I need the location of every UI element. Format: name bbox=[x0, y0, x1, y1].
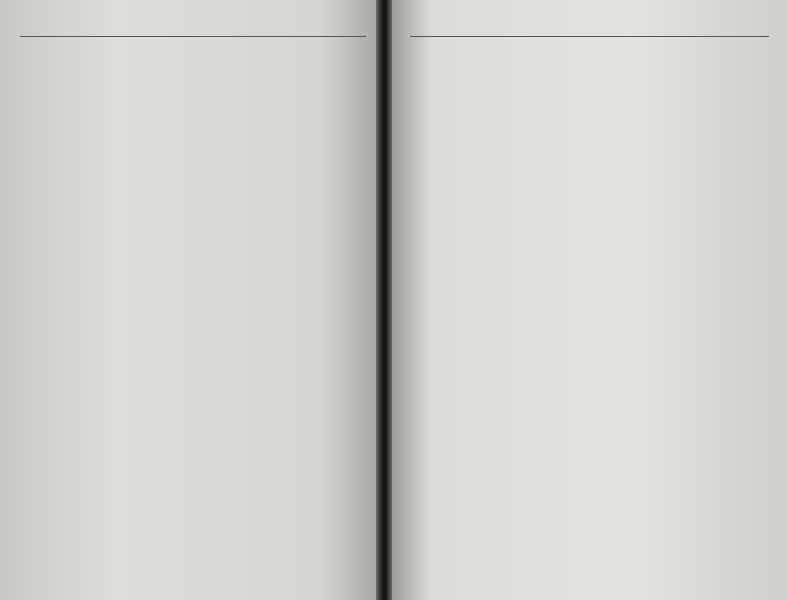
header-rule bbox=[20, 36, 366, 37]
right-page bbox=[392, 0, 787, 600]
left-page bbox=[0, 0, 376, 600]
header-rule bbox=[410, 36, 769, 37]
book-gutter bbox=[376, 0, 392, 600]
